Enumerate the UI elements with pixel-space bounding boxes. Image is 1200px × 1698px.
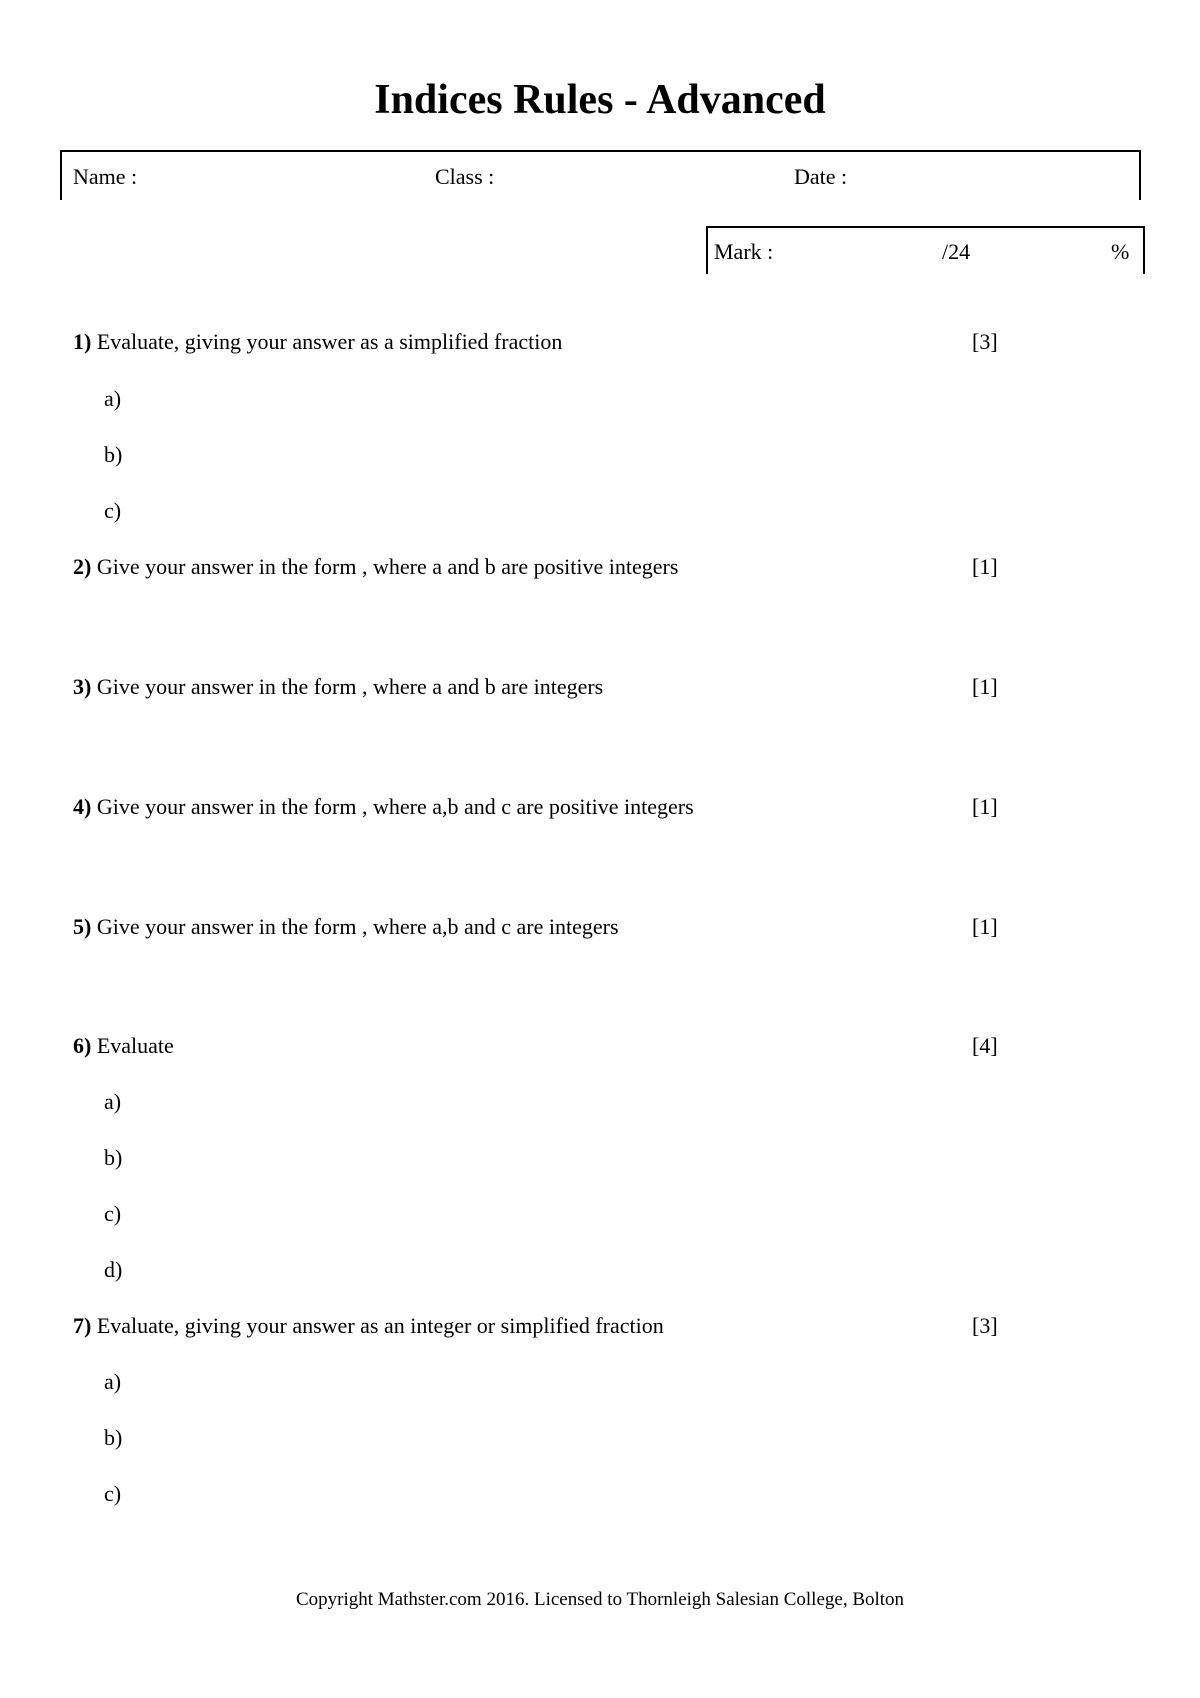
class-label: Class : [435,164,495,189]
question-6 [73,1032,174,1060]
question-7-part-a: a) [104,1369,122,1394]
question-7-part-c: c) [104,1481,122,1506]
question-5 [73,913,619,941]
question-6-part-a: a) [104,1089,122,1114]
question-2-marks: [1] [972,554,998,579]
question-text: Give your answer in the form , where a and b are integers [91,674,604,699]
question-text: Evaluate [91,1033,174,1058]
question-text: Evaluate, giving your answer as an integer or simplified fraction [91,1313,664,1338]
question-1-part-b: b) [104,442,123,467]
question-1 [73,328,562,356]
question-text: Give your answer in the form , where a and b are positive integers [91,554,679,579]
name-label: Name : [73,164,138,189]
question-7-part-b: b) [104,1425,123,1450]
question-6-part-b: b) [104,1145,123,1170]
student-info-box [60,150,1141,200]
worksheet-title: Indices Rules - Advanced [374,77,826,123]
question-5-marks: [1] [972,914,998,939]
mark-label: Mark : [714,239,774,264]
mark-percent: % [1111,239,1130,264]
question-1-part-c: c) [104,498,122,523]
copyright-footer: Copyright Mathster.com 2016. Licensed to Thornleigh Salesian College, Bolton [295,1589,905,1610]
question-6-marks: [4] [972,1033,998,1058]
question-6-part-c: c) [104,1201,122,1226]
question-number: 6) [73,1033,92,1058]
question-number: 7) [73,1313,92,1338]
question-4 [73,793,694,821]
question-number: 2) [73,554,92,579]
question-text: Evaluate, giving your answer as a simplified fraction [91,329,563,354]
date-label: Date : [794,164,848,189]
question-number: 1) [73,329,92,354]
question-text: Give your answer in the form , where a,b and c are positive integers [91,794,694,819]
question-7 [73,1312,664,1340]
mark-total: /24 [942,239,971,264]
question-3-marks: [1] [972,674,998,699]
question-number: 4) [73,794,92,819]
question-text: Give your answer in the form , where a,b and c are integers [91,914,619,939]
question-1-marks: [3] [972,329,998,354]
question-4-marks: [1] [972,794,998,819]
question-7-marks: [3] [972,1313,998,1338]
question-6-part-d: d) [104,1257,123,1282]
question-number: 5) [73,914,92,939]
question-number: 3) [73,674,92,699]
question-2 [73,553,678,581]
mark-box [706,226,1145,274]
question-3 [73,673,603,701]
question-1-part-a: a) [104,386,122,411]
